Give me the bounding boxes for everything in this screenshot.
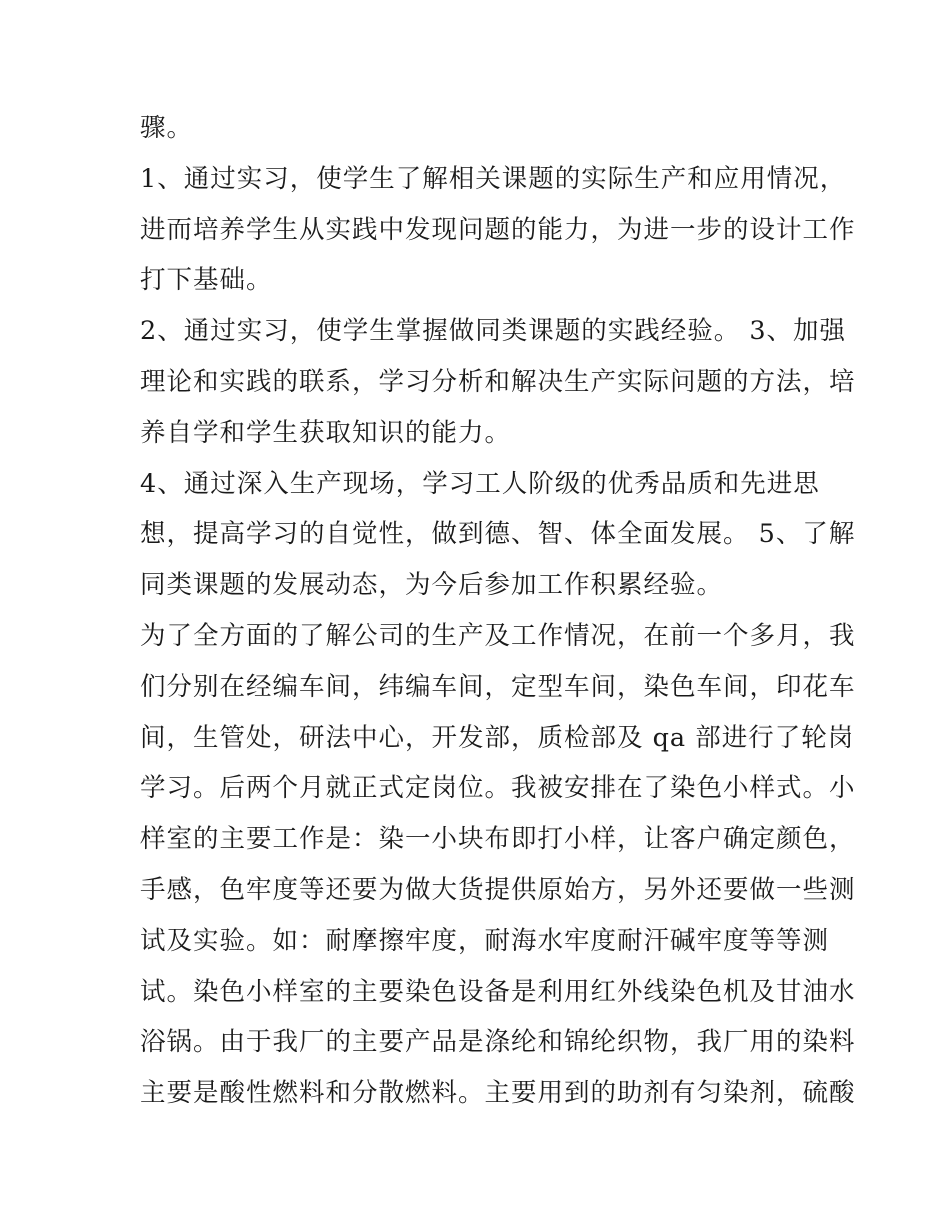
text-line: 进而培养学生从实践中发现问题的能力，为进一步的设计工作 xyxy=(140,214,856,245)
text-line: 养自学和学生获取知识的能力。 xyxy=(140,417,512,448)
text-line: 学习。后两个月就正式定岗位。我被安排在了染色小样式。小 xyxy=(140,773,856,804)
text-line: 同类课题的发展动态，为今后参加工作积累经验。 xyxy=(140,570,724,601)
text-line: 1、通过实习，使学生了解相关课题的实际生产和应用情况， xyxy=(140,163,847,194)
text-line: 试。染色小样室的主要染色设备是利用红外线染色机及甘油水 xyxy=(140,976,856,1007)
text-line: 打下基础。 xyxy=(140,265,273,296)
text-line: 样室的主要工作是：染一小块布即打小样，让客户确定颜色， xyxy=(140,824,856,855)
text-line: 们分别在经编车间，纬编车间，定型车间，染色车间，印花车 xyxy=(140,671,856,702)
text-line: 浴锅。由于我厂的主要产品是涤纶和锦纶织物，我厂用的染料 xyxy=(140,1027,856,1058)
text-line: 手感，色牢度等还要为做大货提供原始方，另外还要做一些测 xyxy=(140,874,856,905)
body-text xyxy=(140,103,856,1119)
text-line: 主要是酸性燃料和分散燃料。主要用到的助剂有匀染剂，硫酸 xyxy=(140,1078,856,1109)
text-line: 试及实验。如：耐摩擦牢度，耐海水牢度耐汗碱牢度等等测 xyxy=(140,925,830,956)
text-line: 2、通过实习，使学生掌握做同类课题的实践经验。 3、加强 xyxy=(140,316,847,347)
text-line: 为了全方面的了解公司的生产及工作情况，在前一个多月，我 xyxy=(140,620,856,651)
text-line: 间，生管处，研法中心，开发部，质检部及 qa 部进行了轮岗 xyxy=(140,722,855,753)
text-line: 骤。 xyxy=(140,113,194,143)
text-line: 4、通过深入生产现场，学习工人阶级的优秀品质和先进思 xyxy=(140,468,820,499)
text-line: 理论和实践的联系，学习分析和解决生产实际问题的方法，培 xyxy=(140,366,856,397)
text-line: 想，提高学习的自觉性，做到德、智、体全面发展。 5、了解 xyxy=(140,519,856,550)
